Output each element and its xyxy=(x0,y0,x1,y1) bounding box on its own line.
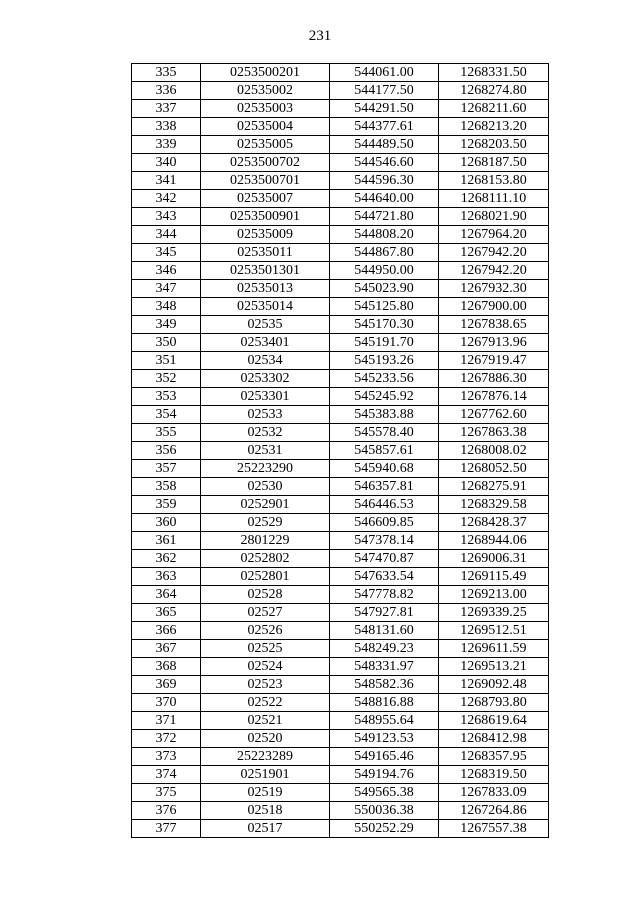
y-coordinate-cell: 1267264.86 xyxy=(439,802,549,820)
point-number-cell: 357 xyxy=(132,460,201,478)
point-number-cell: 348 xyxy=(132,298,201,316)
point-code-cell: 02532 xyxy=(201,424,330,442)
x-coordinate-cell: 544596.30 xyxy=(330,172,439,190)
point-number-cell: 346 xyxy=(132,262,201,280)
point-code-cell: 02535014 xyxy=(201,298,330,316)
point-number-cell: 342 xyxy=(132,190,201,208)
x-coordinate-cell: 544291.50 xyxy=(330,100,439,118)
table-row xyxy=(132,532,549,550)
table-row xyxy=(132,82,549,100)
y-coordinate-cell: 1268329.58 xyxy=(439,496,549,514)
point-number-cell: 353 xyxy=(132,388,201,406)
table-row xyxy=(132,64,549,82)
point-code-cell: 0253500901 xyxy=(201,208,330,226)
point-code-cell: 02521 xyxy=(201,712,330,730)
point-number-cell: 344 xyxy=(132,226,201,244)
y-coordinate-cell: 1268793.80 xyxy=(439,694,549,712)
point-code-cell: 02529 xyxy=(201,514,330,532)
x-coordinate-cell: 545245.92 xyxy=(330,388,439,406)
x-coordinate-cell: 548582.36 xyxy=(330,676,439,694)
page-number: 231 xyxy=(308,28,332,44)
table-row xyxy=(132,784,549,802)
y-coordinate-cell: 1268944.06 xyxy=(439,532,549,550)
x-coordinate-cell: 544546.60 xyxy=(330,154,439,172)
point-code-cell: 0253500201 xyxy=(201,64,330,82)
table-row xyxy=(132,406,549,424)
y-coordinate-cell: 1269115.49 xyxy=(439,568,549,586)
point-code-cell: 0252801 xyxy=(201,568,330,586)
table-row xyxy=(132,118,549,136)
y-coordinate-cell: 1269513.21 xyxy=(439,658,549,676)
table-row xyxy=(132,208,549,226)
y-coordinate-cell: 1267942.20 xyxy=(439,244,549,262)
table-row xyxy=(132,172,549,190)
y-coordinate-cell: 1268274.80 xyxy=(439,82,549,100)
point-number-cell: 373 xyxy=(132,748,201,766)
table-row xyxy=(132,694,549,712)
point-code-cell: 02535003 xyxy=(201,100,330,118)
point-number-cell: 365 xyxy=(132,604,201,622)
table-row xyxy=(132,622,549,640)
y-coordinate-cell: 1267838.65 xyxy=(439,316,549,334)
point-code-cell: 02526 xyxy=(201,622,330,640)
table-row xyxy=(132,370,549,388)
y-coordinate-cell: 1269512.51 xyxy=(439,622,549,640)
table-row xyxy=(132,244,549,262)
x-coordinate-cell: 549194.76 xyxy=(330,766,439,784)
y-coordinate-cell: 1268213.20 xyxy=(439,118,549,136)
point-code-cell: 02519 xyxy=(201,784,330,802)
point-code-cell: 02535 xyxy=(201,316,330,334)
x-coordinate-cell: 546446.53 xyxy=(330,496,439,514)
table-row xyxy=(132,352,549,370)
table-row xyxy=(132,388,549,406)
y-coordinate-cell: 1269213.00 xyxy=(439,586,549,604)
point-code-cell: 0253500702 xyxy=(201,154,330,172)
point-code-cell: 25223290 xyxy=(201,460,330,478)
x-coordinate-cell: 545191.70 xyxy=(330,334,439,352)
table-row xyxy=(132,496,549,514)
point-code-cell: 0253301 xyxy=(201,388,330,406)
x-coordinate-cell: 544950.00 xyxy=(330,262,439,280)
point-code-cell: 0252901 xyxy=(201,496,330,514)
x-coordinate-cell: 546609.85 xyxy=(330,514,439,532)
x-coordinate-cell: 544640.00 xyxy=(330,190,439,208)
point-code-cell: 0251901 xyxy=(201,766,330,784)
point-code-cell: 02518 xyxy=(201,802,330,820)
table-row xyxy=(132,280,549,298)
x-coordinate-cell: 548955.64 xyxy=(330,712,439,730)
y-coordinate-cell: 1268211.60 xyxy=(439,100,549,118)
point-number-cell: 375 xyxy=(132,784,201,802)
table-row xyxy=(132,820,549,838)
table-row xyxy=(132,316,549,334)
point-number-cell: 372 xyxy=(132,730,201,748)
point-code-cell: 0253401 xyxy=(201,334,330,352)
table-row xyxy=(132,190,549,208)
point-number-cell: 337 xyxy=(132,100,201,118)
point-code-cell: 02534 xyxy=(201,352,330,370)
table-row xyxy=(132,154,549,172)
y-coordinate-cell: 1268319.50 xyxy=(439,766,549,784)
x-coordinate-cell: 547470.87 xyxy=(330,550,439,568)
point-code-cell: 0253500701 xyxy=(201,172,330,190)
table-row xyxy=(132,766,549,784)
point-code-cell: 02517 xyxy=(201,820,330,838)
table-row xyxy=(132,460,549,478)
x-coordinate-cell: 547927.81 xyxy=(330,604,439,622)
x-coordinate-cell: 549123.53 xyxy=(330,730,439,748)
table-row xyxy=(132,730,549,748)
table-row xyxy=(132,136,549,154)
point-number-cell: 369 xyxy=(132,676,201,694)
point-code-cell: 02530 xyxy=(201,478,330,496)
x-coordinate-cell: 545023.90 xyxy=(330,280,439,298)
x-coordinate-cell: 544061.00 xyxy=(330,64,439,82)
x-coordinate-cell: 549165.46 xyxy=(330,748,439,766)
point-number-cell: 347 xyxy=(132,280,201,298)
point-code-cell: 02525 xyxy=(201,640,330,658)
y-coordinate-cell: 1268275.91 xyxy=(439,478,549,496)
point-number-cell: 355 xyxy=(132,424,201,442)
y-coordinate-cell: 1267919.47 xyxy=(439,352,549,370)
point-code-cell: 02535007 xyxy=(201,190,330,208)
point-number-cell: 376 xyxy=(132,802,201,820)
x-coordinate-cell: 548331.97 xyxy=(330,658,439,676)
y-coordinate-cell: 1268153.80 xyxy=(439,172,549,190)
x-coordinate-cell: 548131.60 xyxy=(330,622,439,640)
x-coordinate-cell: 549565.38 xyxy=(330,784,439,802)
point-number-cell: 374 xyxy=(132,766,201,784)
point-number-cell: 363 xyxy=(132,568,201,586)
x-coordinate-cell: 544808.20 xyxy=(330,226,439,244)
y-coordinate-cell: 1269006.31 xyxy=(439,550,549,568)
point-number-cell: 361 xyxy=(132,532,201,550)
y-coordinate-cell: 1267833.09 xyxy=(439,784,549,802)
y-coordinate-cell: 1269339.25 xyxy=(439,604,549,622)
point-code-cell: 25223289 xyxy=(201,748,330,766)
x-coordinate-cell: 550036.38 xyxy=(330,802,439,820)
point-number-cell: 340 xyxy=(132,154,201,172)
point-code-cell: 02535013 xyxy=(201,280,330,298)
x-coordinate-cell: 545578.40 xyxy=(330,424,439,442)
point-number-cell: 371 xyxy=(132,712,201,730)
point-code-cell: 02531 xyxy=(201,442,330,460)
y-coordinate-cell: 1268331.50 xyxy=(439,64,549,82)
point-code-cell: 2801229 xyxy=(201,532,330,550)
y-coordinate-cell: 1268008.02 xyxy=(439,442,549,460)
table-row xyxy=(132,514,549,532)
point-number-cell: 338 xyxy=(132,118,201,136)
table-row xyxy=(132,586,549,604)
x-coordinate-cell: 545125.80 xyxy=(330,298,439,316)
y-coordinate-cell: 1268357.95 xyxy=(439,748,549,766)
point-code-cell: 02535004 xyxy=(201,118,330,136)
y-coordinate-cell: 1267886.30 xyxy=(439,370,549,388)
y-coordinate-cell: 1268428.37 xyxy=(439,514,549,532)
point-number-cell: 367 xyxy=(132,640,201,658)
point-number-cell: 377 xyxy=(132,820,201,838)
point-code-cell: 02535005 xyxy=(201,136,330,154)
y-coordinate-cell: 1268619.64 xyxy=(439,712,549,730)
point-number-cell: 349 xyxy=(132,316,201,334)
y-coordinate-cell: 1268203.50 xyxy=(439,136,549,154)
point-number-cell: 350 xyxy=(132,334,201,352)
y-coordinate-cell: 1267876.14 xyxy=(439,388,549,406)
table-row xyxy=(132,226,549,244)
point-number-cell: 352 xyxy=(132,370,201,388)
x-coordinate-cell: 550252.29 xyxy=(330,820,439,838)
table-row xyxy=(132,478,549,496)
point-number-cell: 339 xyxy=(132,136,201,154)
point-number-cell: 364 xyxy=(132,586,201,604)
table-row xyxy=(132,676,549,694)
y-coordinate-cell: 1267863.38 xyxy=(439,424,549,442)
table-row xyxy=(132,802,549,820)
point-code-cell: 02520 xyxy=(201,730,330,748)
y-coordinate-cell: 1268052.50 xyxy=(439,460,549,478)
x-coordinate-cell: 546357.81 xyxy=(330,478,439,496)
x-coordinate-cell: 545170.30 xyxy=(330,316,439,334)
point-number-cell: 354 xyxy=(132,406,201,424)
x-coordinate-cell: 544721.80 xyxy=(330,208,439,226)
table-row xyxy=(132,100,549,118)
point-number-cell: 360 xyxy=(132,514,201,532)
point-number-cell: 370 xyxy=(132,694,201,712)
point-code-cell: 02523 xyxy=(201,676,330,694)
point-number-cell: 356 xyxy=(132,442,201,460)
x-coordinate-cell: 545857.61 xyxy=(330,442,439,460)
y-coordinate-cell: 1267900.00 xyxy=(439,298,549,316)
table-row xyxy=(132,604,549,622)
table-row xyxy=(132,712,549,730)
coordinates-table xyxy=(131,63,549,838)
point-code-cell: 02528 xyxy=(201,586,330,604)
point-number-cell: 368 xyxy=(132,658,201,676)
coordinates-table-body xyxy=(132,64,549,838)
table-row xyxy=(132,298,549,316)
x-coordinate-cell: 545193.26 xyxy=(330,352,439,370)
point-code-cell: 02524 xyxy=(201,658,330,676)
table-row xyxy=(132,550,549,568)
table-row xyxy=(132,568,549,586)
point-code-cell: 02522 xyxy=(201,694,330,712)
y-coordinate-cell: 1268111.10 xyxy=(439,190,549,208)
table-row xyxy=(132,262,549,280)
table-row xyxy=(132,442,549,460)
y-coordinate-cell: 1268021.90 xyxy=(439,208,549,226)
table-row xyxy=(132,640,549,658)
point-number-cell: 336 xyxy=(132,82,201,100)
y-coordinate-cell: 1268187.50 xyxy=(439,154,549,172)
table-row xyxy=(132,748,549,766)
point-code-cell: 0252802 xyxy=(201,550,330,568)
x-coordinate-cell: 548816.88 xyxy=(330,694,439,712)
y-coordinate-cell: 1268412.98 xyxy=(439,730,549,748)
point-code-cell: 0253302 xyxy=(201,370,330,388)
x-coordinate-cell: 547378.14 xyxy=(330,532,439,550)
point-number-cell: 341 xyxy=(132,172,201,190)
y-coordinate-cell: 1267942.20 xyxy=(439,262,549,280)
point-number-cell: 359 xyxy=(132,496,201,514)
point-number-cell: 366 xyxy=(132,622,201,640)
y-coordinate-cell: 1267762.60 xyxy=(439,406,549,424)
x-coordinate-cell: 545233.56 xyxy=(330,370,439,388)
x-coordinate-cell: 545383.88 xyxy=(330,406,439,424)
y-coordinate-cell: 1267932.30 xyxy=(439,280,549,298)
x-coordinate-cell: 548249.23 xyxy=(330,640,439,658)
point-number-cell: 362 xyxy=(132,550,201,568)
y-coordinate-cell: 1269611.59 xyxy=(439,640,549,658)
table-row xyxy=(132,658,549,676)
point-code-cell: 02533 xyxy=(201,406,330,424)
y-coordinate-cell: 1267964.20 xyxy=(439,226,549,244)
x-coordinate-cell: 547778.82 xyxy=(330,586,439,604)
x-coordinate-cell: 545940.68 xyxy=(330,460,439,478)
point-number-cell: 345 xyxy=(132,244,201,262)
table-row xyxy=(132,334,549,352)
point-code-cell: 02527 xyxy=(201,604,330,622)
point-code-cell: 02535011 xyxy=(201,244,330,262)
point-number-cell: 343 xyxy=(132,208,201,226)
point-code-cell: 02535009 xyxy=(201,226,330,244)
y-coordinate-cell: 1269092.48 xyxy=(439,676,549,694)
point-number-cell: 358 xyxy=(132,478,201,496)
x-coordinate-cell: 544867.80 xyxy=(330,244,439,262)
y-coordinate-cell: 1267557.38 xyxy=(439,820,549,838)
table-row xyxy=(132,424,549,442)
point-code-cell: 02535002 xyxy=(201,82,330,100)
x-coordinate-cell: 544177.50 xyxy=(330,82,439,100)
x-coordinate-cell: 544377.61 xyxy=(330,118,439,136)
point-number-cell: 351 xyxy=(132,352,201,370)
y-coordinate-cell: 1267913.96 xyxy=(439,334,549,352)
x-coordinate-cell: 544489.50 xyxy=(330,136,439,154)
point-number-cell: 335 xyxy=(132,64,201,82)
x-coordinate-cell: 547633.54 xyxy=(330,568,439,586)
point-code-cell: 0253501301 xyxy=(201,262,330,280)
